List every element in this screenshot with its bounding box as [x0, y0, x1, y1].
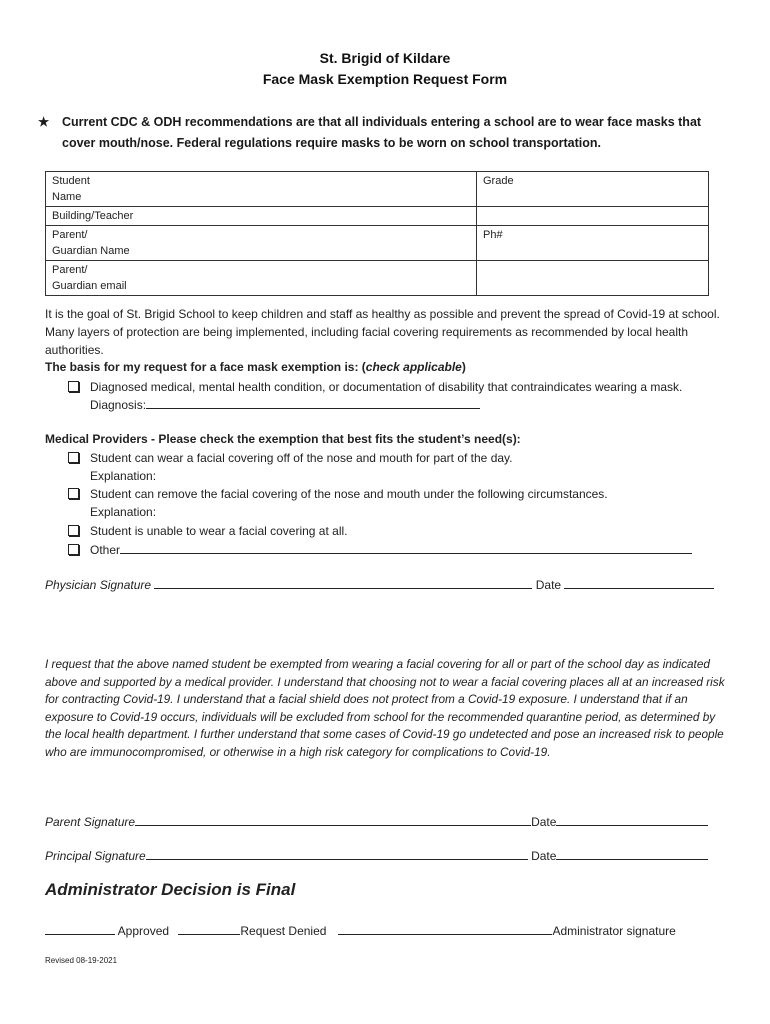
physician-date-label: Date	[532, 578, 565, 592]
parent-signature-label: Parent Signature	[45, 815, 136, 829]
school-title: St. Brigid of Kildare	[319, 50, 451, 66]
admin-decision-title: Administrator Decision is Final	[45, 880, 296, 899]
student-info-table	[45, 171, 709, 296]
parent-date-line[interactable]	[556, 813, 708, 826]
other-line[interactable]	[120, 541, 692, 554]
physician-date-line[interactable]	[564, 576, 714, 589]
option-1-label: Student can wear a facial covering off of the nose and mouth for part of the day.	[90, 451, 513, 465]
parent-email-label: Parent/ Guardian email	[52, 264, 127, 292]
option-2-checkbox[interactable]	[68, 488, 79, 499]
form-title: Face Mask Exemption Request Form	[262, 71, 508, 87]
revised-date: Revised 08-19-2021	[45, 956, 118, 965]
building-teacher-cell[interactable]	[46, 207, 477, 226]
parent-signature-line[interactable]	[135, 813, 531, 826]
admin-signature-label: Administrator signature	[552, 924, 676, 938]
option-2-label: Student can remove the facial covering of the nose and mouth under the following circumstances.	[90, 487, 608, 501]
principal-date-line[interactable]	[556, 847, 708, 860]
basis-close: )	[461, 360, 466, 374]
principal-signature-row	[45, 847, 708, 865]
physician-signature-label: Physician Signature	[45, 578, 155, 592]
grade-cell[interactable]	[477, 172, 709, 207]
denied-line[interactable]	[178, 922, 240, 935]
diagnosis-checkbox[interactable]	[68, 381, 79, 392]
star-icon: ★	[38, 115, 50, 129]
basis-heading	[45, 358, 735, 376]
grade-cell-extra[interactable]	[477, 207, 709, 226]
phone-cell[interactable]	[477, 226, 709, 261]
principal-signature-label: Principal Signature	[45, 849, 146, 863]
option-other-label: Other	[90, 543, 121, 557]
parent-date-label: Date	[531, 815, 557, 829]
option-2-explanation: Explanation:	[90, 505, 157, 519]
grade-label: Grade	[483, 175, 514, 187]
parent-email-cell[interactable]	[46, 261, 477, 296]
parent-signature-row	[45, 813, 708, 831]
cdc-notice-text: Current CDC & ODH recommendations are that all individuals entering a school are to wear face masks that cover mouth/nose. Federal regulations require masks to be worn on school transportation.	[62, 115, 702, 150]
diagnosis-line[interactable]	[146, 396, 480, 409]
basis-hint: check applicable	[365, 360, 462, 374]
option-1-checkbox[interactable]	[68, 452, 79, 463]
phone-label: Ph#	[483, 229, 503, 241]
option-3-label: Student is unable to wear a facial covering at all.	[90, 524, 348, 538]
medical-heading: Medical Providers - Please check the exemption that best fits the student’s need(s):	[45, 432, 521, 446]
building-teacher-label: Building/Teacher	[52, 210, 134, 222]
intro-paragraph: It is the goal of St. Brigid School to keep children and staff as healthy as possible and prevent the spread of Covid-19 at school. Many layers of protection are being implemented, including facial covering requirements as recommended by local health authorities.	[45, 307, 720, 357]
parent-name-label: Parent/ Guardian Name	[52, 229, 130, 257]
student-name-cell[interactable]	[46, 172, 477, 207]
student-name-label: Student Name	[52, 175, 90, 203]
basis-label: The basis for my request for a face mask exemption is: (	[45, 360, 366, 374]
physician-signature-row	[45, 576, 714, 594]
option-1-explanation: Explanation:	[90, 469, 157, 483]
admin-decision-row	[45, 922, 676, 940]
admin-signature-line[interactable]	[338, 922, 552, 935]
principal-signature-line[interactable]	[146, 847, 528, 860]
diagnosis-option-text	[90, 378, 730, 414]
approved-label: Approved	[115, 924, 173, 938]
approved-line[interactable]	[45, 922, 115, 935]
option-other-checkbox[interactable]	[68, 544, 79, 555]
denied-label: Request Denied	[240, 924, 327, 938]
physician-signature-line[interactable]	[154, 576, 532, 589]
parent-statement: I request that the above named student be exempted from wearing a facial covering for all or part of the school day as indicated above and supported by a medical provider. I understand that choosing not to wear a facial covering places all at an increased risk for contracting Covid-19. I understand that a facial shield does not protect from a Covid-19 exposure. I understand that if an exposure to Covid-19 occurs, individuals will be excluded from school for the recommended quarantine period, as determined by the local health department. I further understand that some cases of Covid-19 go undetected and pose an increased risk to people who are immunocompromised, or otherwise in a high risk category for complications to Covid-19.	[45, 657, 725, 759]
parent-email-extra-cell[interactable]	[477, 261, 709, 296]
parent-name-cell[interactable]	[46, 226, 477, 261]
diagnosis-option-label: Diagnosed medical, mental health condition, or documentation of disability that contraindicates wearing a mask. Diagnosis:	[90, 380, 683, 412]
option-3-checkbox[interactable]	[68, 525, 79, 536]
principal-date-label: Date	[531, 849, 557, 863]
